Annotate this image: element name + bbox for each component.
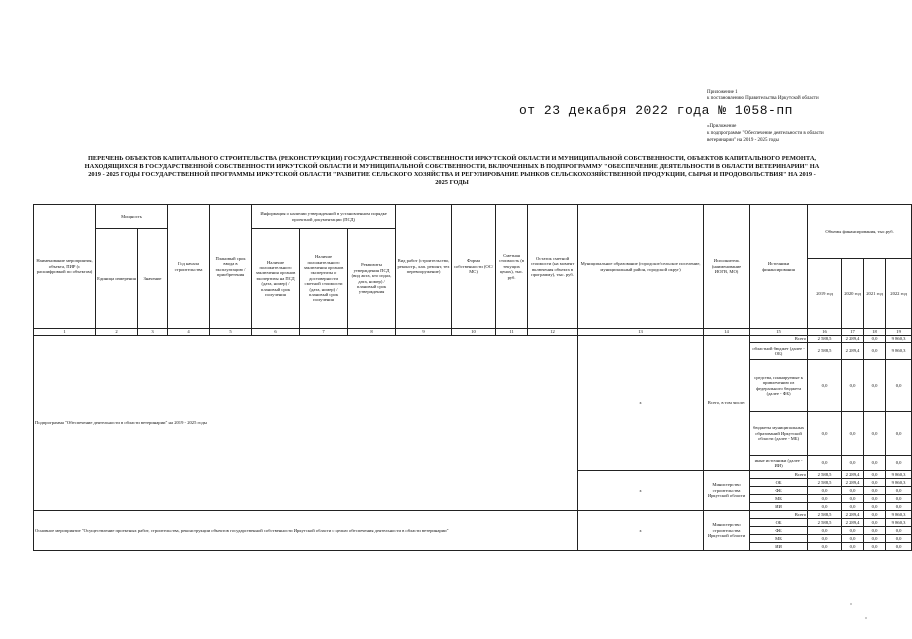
value-cell: 0,0 (864, 360, 886, 412)
value-cell: 0,0 (808, 543, 842, 551)
source-cell: ИИ (750, 543, 808, 551)
source-cell: Всего (750, 511, 808, 519)
hdr-year-2022: 2022 год (886, 259, 912, 329)
col-num: 2 (96, 329, 138, 336)
appendix2-line-2: к подпрограмме "Обеспечение деятельности в области (707, 131, 824, 136)
value-cell: 0,0 (808, 527, 842, 535)
ministry-municipal-x: х (578, 471, 704, 511)
source-cell: ИИ (750, 503, 808, 511)
value-cell: 0,0 (842, 360, 864, 412)
value-cell: 0,0 (864, 511, 886, 519)
value-cell: 0,0 (808, 535, 842, 543)
hdr-plan-year: Плановый срок ввода в эксплуатацию / приобретения (210, 205, 252, 329)
col-num: 18 (864, 329, 886, 336)
value-cell: 0,0 (864, 487, 886, 495)
main-event-name: Основное мероприятие "Осуществление проектных работ, строительства, реконструкции объектов государственной собственности Иркутской области с целью обеспечения деятельности в области ветеринарии" (34, 511, 578, 551)
source-cell: Всего (750, 471, 808, 479)
value-cell: 0,0 (842, 487, 864, 495)
value-cell: 0,0 (886, 495, 912, 503)
hdr-rest-cost: Остаток сметной стоимости (на момент включения объекта в программу), тыс. руб. (528, 205, 578, 329)
value-cell: 2 588,5 (808, 511, 842, 519)
hdr-sources: Источники финансирования (750, 205, 808, 329)
value-cell: 0,0 (864, 479, 886, 487)
value-cell: 0,0 (842, 456, 864, 471)
hdr-start-year: Год начала строительства (168, 205, 210, 329)
value-cell: 0,0 (842, 543, 864, 551)
hdr-executor: Исполнитель (наименование ИОГВ, МО) (704, 205, 750, 329)
value-cell: 2 289,4 (842, 343, 864, 360)
value-cell: 2 588,5 (808, 471, 842, 479)
col-num: 15 (750, 329, 808, 336)
value-cell: 0,0 (808, 360, 842, 412)
value-cell: 0,0 (842, 527, 864, 535)
appendix-line-1: Приложение 1 (707, 90, 738, 95)
subprogram-total-label: Всего, в том числе: (704, 336, 750, 471)
appendix2-line-1: «Приложение (707, 124, 737, 129)
value-cell: 0,0 (864, 527, 886, 535)
value-cell: 0,0 (808, 412, 842, 456)
value-cell: 0,0 (886, 487, 912, 495)
value-cell: 9 860,3 (886, 336, 912, 343)
value-cell: 0,0 (864, 471, 886, 479)
col-num: 4 (168, 329, 210, 336)
column-numbers-row (34, 329, 912, 336)
title-line-3: 2019 - 2025 ГОДЫ ГОСУДАРСТВЕННОЙ ПРОГРАММЫ ИРКУТСКОЙ ОБЛАСТИ "РАЗВИТИЕ СЕЛЬСКОГО ХОЗЯЙСТВА И РЕГУЛИРОВАНИЕ РЫНКОВ СЕЛЬСКОХОЗЯЙСТВЕННОЙ ПРОДУКЦИИ, СЫРЬЯ И ПРОДОВОЛЬСТВИЯ" НА 2019 - (88, 171, 816, 178)
col-num: 16 (808, 329, 842, 336)
decree-date-number: от 23 декабря 2022 года № 1058-пп (519, 103, 793, 118)
value-cell: 0,0 (842, 503, 864, 511)
title-line-4: 2025 ГОДЫ (435, 179, 469, 186)
capital-objects-table (33, 204, 912, 551)
value-cell: 2 289,4 (842, 519, 864, 527)
hdr-work-type: Вид работ (строительство, реконстр., кап. ремонт, тех перевооружение) (396, 205, 452, 329)
main-event-executor: Министерство строительства Иркутской области (704, 511, 750, 551)
col-num: 5 (210, 329, 252, 336)
hdr-year-2020: 2020 год (842, 259, 864, 329)
hdr-year-2019: 2019 год (808, 259, 842, 329)
col-num: 3 (138, 329, 168, 336)
hdr-psd-positive: Наличие положительного заключения органов экспертизы на ПСД (дата, номер) / плановый срок получения (252, 229, 300, 329)
col-num: 6 (252, 329, 300, 336)
hdr-year-2021: 2021 год (864, 259, 886, 329)
value-cell: 0,0 (842, 412, 864, 456)
value-cell: 2 588,5 (808, 519, 842, 527)
value-cell: 0,0 (886, 527, 912, 535)
source-cell: МБ (750, 535, 808, 543)
document-title (28, 155, 876, 187)
source-cell: иные источники (далее - ИИ) (750, 456, 808, 471)
source-cell: МБ (750, 495, 808, 503)
col-num: 9 (396, 329, 452, 336)
hdr-municipal: Муниципальное образование (городское/сельское поселение, муниципальный район, городской округ) (578, 205, 704, 329)
source-cell: ОБ (750, 519, 808, 527)
value-cell: 0,0 (842, 535, 864, 543)
hdr-ownership: Форма собственности (ОС/МС) (452, 205, 496, 329)
value-cell: 2 588,5 (808, 479, 842, 487)
value-cell: 2 588,5 (808, 343, 842, 360)
col-num: 13 (578, 329, 704, 336)
main-event-municipal-x: х (578, 511, 704, 551)
value-cell: 0,0 (864, 456, 886, 471)
col-num: 10 (452, 329, 496, 336)
value-cell: 0,0 (886, 360, 912, 412)
subprogram-municipal-x: х (578, 336, 704, 471)
value-cell: 0,0 (864, 412, 886, 456)
value-cell: 0,0 (808, 503, 842, 511)
title-line-1: ПЕРЕЧЕНЬ ОБЪЕКТОВ КАПИТАЛЬНОГО СТРОИТЕЛЬСТВА (РЕКОНСТРУКЦИИ) ГОСУДАРСТВЕННОЙ СОБСТВЕННОСТИ ИРКУТСКОЙ ОБЛАСТИ И МУНИЦИПАЛЬНОЙ СОБСТВЕННОСТИ, ОБЪЕКТОВ КАПИТАЛЬНОГО РЕМОНТА, (87, 155, 817, 162)
col-num: 8 (348, 329, 396, 336)
value-cell: 2 289,4 (842, 471, 864, 479)
title-line-2: НАХОДЯЩИХСЯ В ГОСУДАРСТВЕННОЙ СОБСТВЕННОСТИ ИРКУТСКОЙ ОБЛАСТИ И МУНИЦИПАЛЬНОЙ СОБСТВЕННОСТИ, ВКЛЮЧЕННЫХ В ПОДПРОГРАММУ "ОБЕСПЕЧЕНИЕ ДЕЯТЕЛЬНОСТИ В ОБЛАСТИ ВЕТЕРИНАРИИ" НА (84, 163, 820, 170)
col-num: 7 (300, 329, 348, 336)
source-cell: бюджеты муниципальных образований Иркутской области (далее - МБ) (750, 412, 808, 456)
appendix-line-2: к постановлению Правительства Иркутской области (707, 96, 819, 101)
hdr-name: Наименование мероприятия, объекта, ПИР (с расшифровкой по объектам) (34, 205, 96, 329)
col-num: 19 (886, 329, 912, 336)
appendix2-line-3: ветеринарии" на 2019 - 2025 годы (707, 138, 779, 143)
value-cell: 0,0 (886, 412, 912, 456)
hdr-unit: Единица измерения (96, 229, 138, 329)
col-num: 1 (34, 329, 96, 336)
value-cell: 9 860,3 (886, 471, 912, 479)
subprogram-name: Подпрограмма "Обеспечение деятельности в области ветеринарии" на 2019 - 2025 годы (34, 336, 578, 511)
col-num: 11 (496, 329, 528, 336)
hdr-fin-volume: Объемы финансирования, тыс.руб. (808, 205, 912, 259)
col-num: 14 (704, 329, 750, 336)
scan-speck (865, 617, 867, 619)
value-cell: 2 289,4 (842, 511, 864, 519)
value-cell: 0,0 (886, 543, 912, 551)
hdr-est-cost: Сметная стоимость (в текущих ценах), тыс. руб. (496, 205, 528, 329)
value-cell: 0,0 (864, 343, 886, 360)
value-cell: 2 289,4 (842, 336, 864, 343)
value-cell: 9 860,3 (886, 519, 912, 527)
scan-speck (850, 603, 852, 605)
hdr-psd-cost: Наличие положительного заключения органов экспертизы о достоверности сметной стоимости (дата, номер) / плановый срок получения (300, 229, 348, 329)
value-cell: 0,0 (886, 456, 912, 471)
col-num: 12 (528, 329, 578, 336)
value-cell: 0,0 (886, 535, 912, 543)
value-cell: 2 289,4 (842, 479, 864, 487)
value-cell: 9 860,3 (886, 511, 912, 519)
source-cell: областной бюджет (далее - ОБ) (750, 343, 808, 360)
hdr-capacity: Мощность (96, 205, 168, 229)
hdr-value: Значение (138, 229, 168, 329)
value-cell: 9 860,3 (886, 479, 912, 487)
value-cell: 0,0 (864, 543, 886, 551)
value-cell: 0,0 (864, 336, 886, 343)
value-cell: 0,0 (864, 535, 886, 543)
source-cell: ОБ (750, 479, 808, 487)
value-cell: 0,0 (886, 503, 912, 511)
source-cell: средства, планируемые к привлечению из федерального бюджета (далее - ФБ) (750, 360, 808, 412)
value-cell: 0,0 (808, 495, 842, 503)
value-cell: 0,0 (864, 503, 886, 511)
hdr-psd-requisites: Реквизиты утверждения ПСД (вид акта, кто издал, дата, номер) / плановый срок утверждения (348, 229, 396, 329)
table-row (34, 336, 912, 343)
value-cell: 0,0 (842, 495, 864, 503)
table-row (34, 511, 912, 519)
ministry-executor: Министерство строительства Иркутской области (704, 471, 750, 511)
source-cell: Всего (750, 336, 808, 343)
col-num: 17 (842, 329, 864, 336)
value-cell: 9 860,3 (886, 343, 912, 360)
value-cell: 2 588,5 (808, 336, 842, 343)
hdr-psd-info: Информация о наличии утвержденной в установленном порядке проектной документации (ПСД) (252, 205, 396, 229)
value-cell: 0,0 (864, 519, 886, 527)
value-cell: 0,0 (864, 495, 886, 503)
source-cell: ФБ (750, 487, 808, 495)
value-cell: 0,0 (808, 456, 842, 471)
source-cell: ФБ (750, 527, 808, 535)
value-cell: 0,0 (808, 487, 842, 495)
